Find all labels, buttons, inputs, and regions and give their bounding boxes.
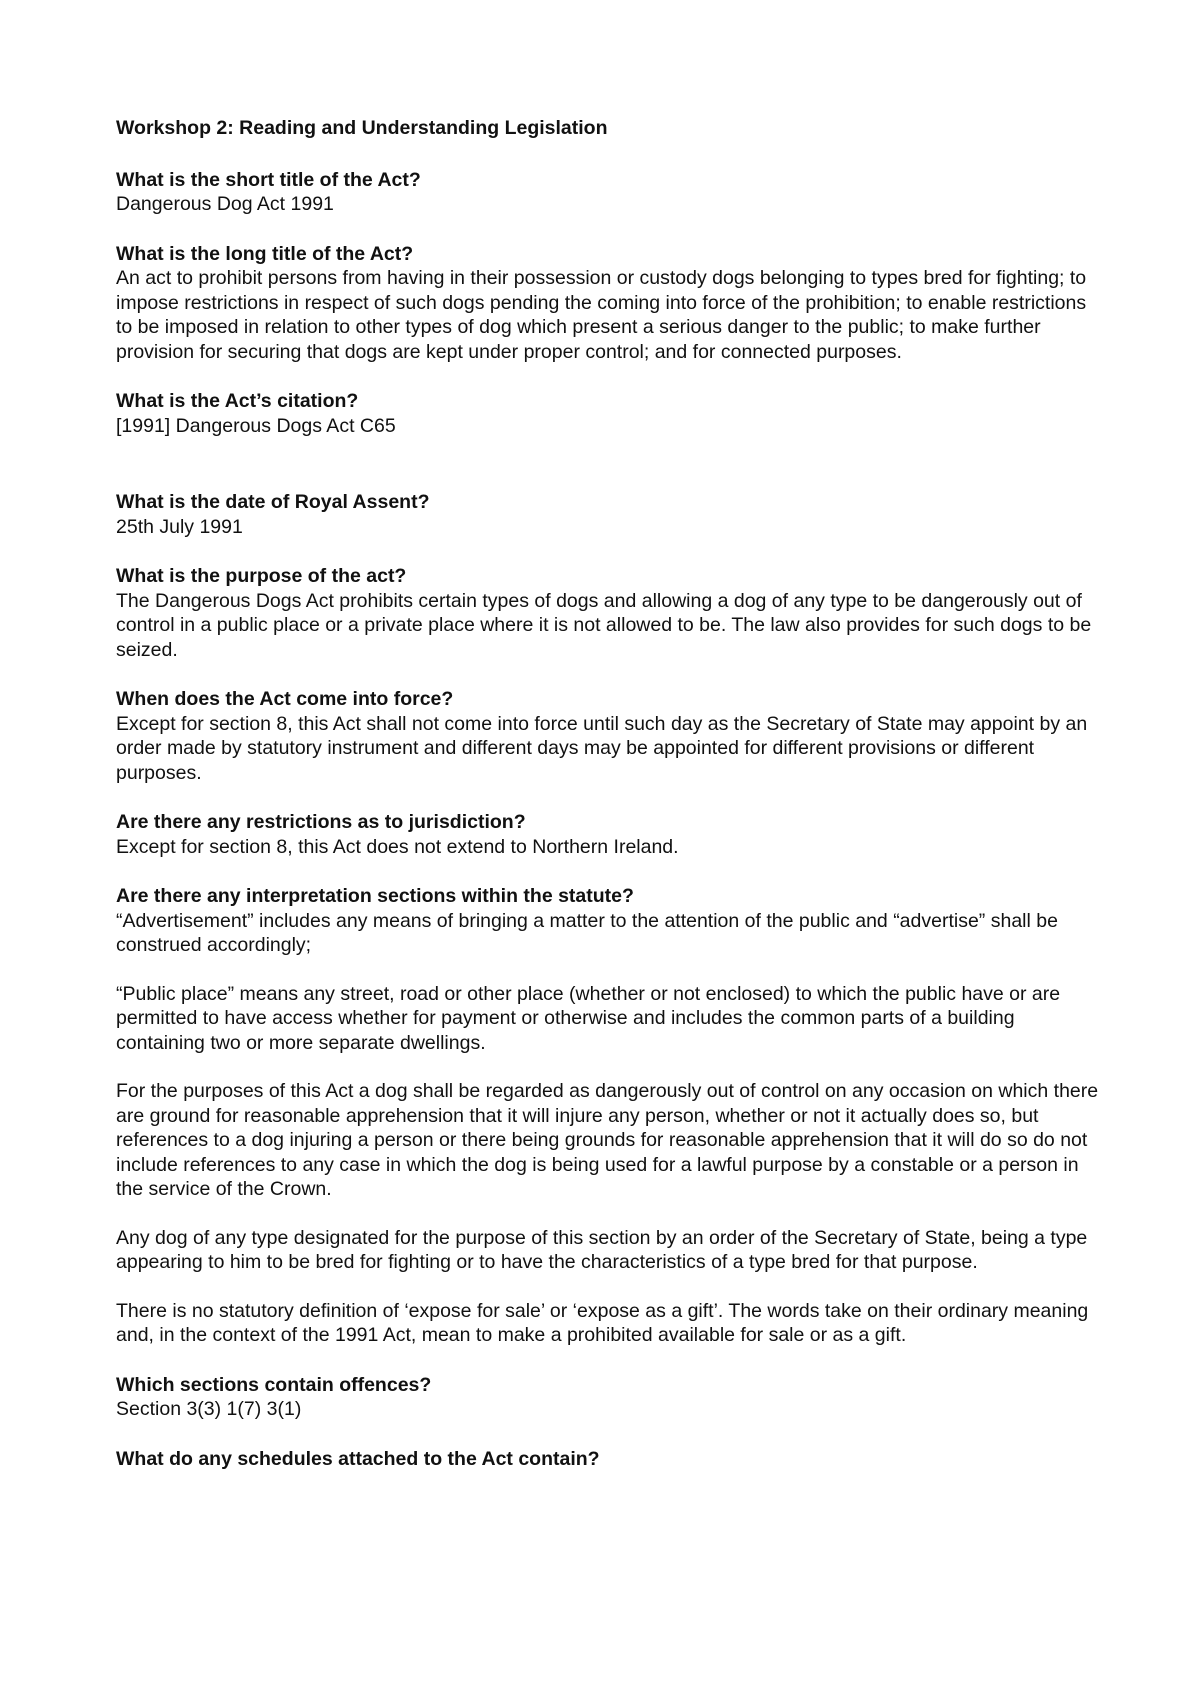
- answer: The Dangerous Dogs Act prohibits certain types of dogs and allowing a dog of any type to be dangerously out of control in a public place or a private place where it is not allowed to be. The law also provides for such dogs to be seized.: [116, 589, 1092, 661]
- document-page: [116, 116, 1106, 1496]
- qa-jurisdiction: [116, 810, 1106, 859]
- question: What is the date of Royal Assent?: [116, 491, 430, 513]
- interpretation-paragraph: “Advertisement” includes any means of bringing a matter to the attention of the public and “advertise” shall be construed accordingly;: [116, 909, 1058, 956]
- qa-commencement: [116, 687, 1106, 785]
- answer: [1991] Dangerous Dogs Act C65: [116, 414, 396, 437]
- qa-schedules: [116, 1447, 1106, 1472]
- qa-purpose: [116, 564, 1106, 662]
- interpretation-paragraph: For the purposes of this Act a dog shall be regarded as dangerously out of control on any occasion on which there are ground for reasonable apprehension that it will injure any person, whether or not it actually does so, but references to a dog injuring a person or there being grounds for reasonable apprehension that it will do so do not include references to any case in which the dog is being used for a lawful purpose by a constable or a person in the service of the Crown.: [116, 1080, 1099, 1200]
- interpretation-paragraph: Any dog of any type designated for the purpose of this section by an order of the Secretary of State, being a type appearing to him to be bred for fighting or to have the characteristics of a type bred for that purpose.: [116, 1226, 1088, 1273]
- question: What is the long title of the Act?: [116, 242, 414, 265]
- qa-offences: [116, 1373, 1106, 1422]
- answer: 25th July 1991: [116, 515, 243, 538]
- qa-short-title: [116, 168, 1106, 217]
- question: Are there any interpretation sections within the statute?: [116, 885, 634, 907]
- qa-long-title: [116, 242, 1106, 365]
- answer: Except for section 8, this Act does not extend to Northern Ireland.: [116, 835, 679, 858]
- question: Are there any restrictions as to jurisdiction?: [116, 811, 526, 833]
- interpretation-paragraph: “Public place” means any street, road or other place (whether or not enclosed) to which the public have or are permitted to have access whether for payment or otherwise and includes the common parts of a building containing two or more separate dwellings.: [116, 982, 1061, 1054]
- answer: Except for section 8, this Act shall not come into force until such day as the Secretary of State may appoint by an order made by statutory instrument and different days may be appointed for different provisions or different purposes.: [116, 712, 1088, 784]
- answer: Dangerous Dog Act 1991: [116, 193, 334, 215]
- question: What is the short title of the Act?: [116, 168, 421, 191]
- interpretation-paragraph: There is no statutory definition of ‘expose for sale’ or ‘expose as a gift’. The words take on their ordinary meaning and, in the context of the 1991 Act, mean to make a prohibited available for sale or as a gift.: [116, 1299, 1089, 1346]
- question: What is the purpose of the act?: [116, 565, 407, 587]
- answer: An act to prohibit persons from having in their possession or custody dogs belonging to types bred for fighting; to impose restrictions in respect of such dogs pending the coming into force of the prohibition; to enable restrictions to be imposed in relation to other types of dog which present a serious danger to the public; to make further provision for securing that dogs are kept under proper control; and for connected purposes.: [116, 267, 1087, 363]
- question: Which sections contain offences?: [116, 1373, 432, 1396]
- document-title: Workshop 2: Reading and Understanding Legislation: [116, 117, 608, 139]
- qa-citation: [116, 389, 1106, 438]
- answer: Section 3(3) 1(7) 3(1): [116, 1398, 302, 1420]
- question: What do any schedules attached to the Act contain?: [116, 1447, 600, 1470]
- qa-royal-assent: [116, 490, 1106, 539]
- qa-interpretation: [116, 884, 1106, 1348]
- question: When does the Act come into force?: [116, 688, 454, 710]
- question: What is the Act’s citation?: [116, 390, 359, 412]
